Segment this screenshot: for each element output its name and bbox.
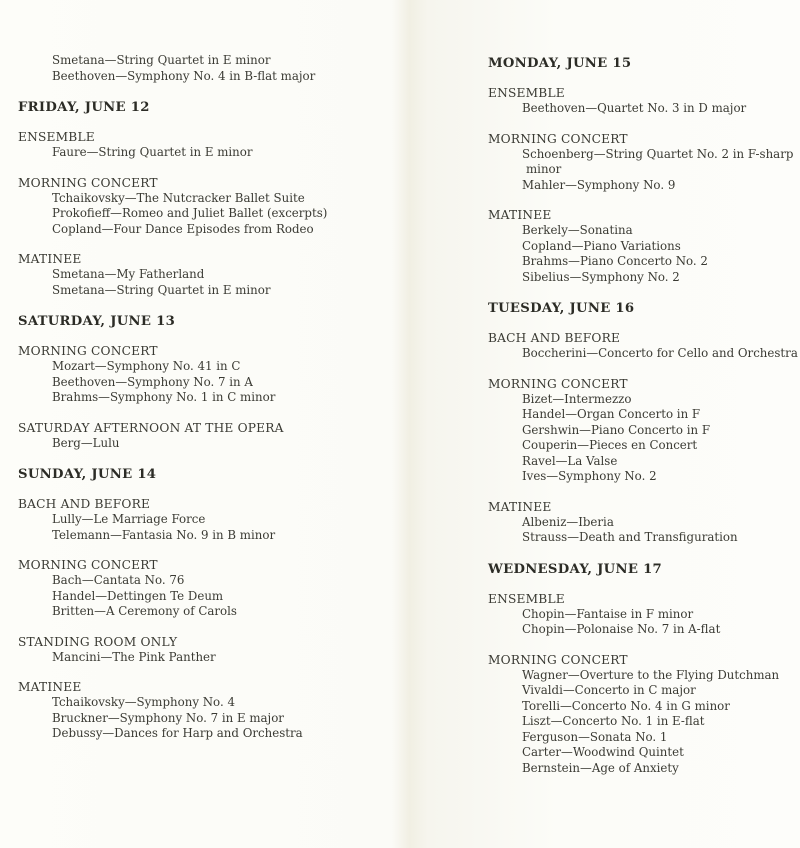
day-block-friday (18, 100, 403, 298)
program-item: Schoenberg—String Quartet No. 2 in F-sharp (522, 146, 794, 161)
section-ensemble (488, 85, 793, 117)
section-matinee (18, 251, 403, 298)
section-afternoon-opera (18, 420, 403, 452)
program-item: Vivaldi—Concerto in C major (522, 683, 696, 697)
program-item: Handel—Organ Concerto in F (522, 407, 701, 421)
section-heading: MORNING CONCERT (488, 131, 628, 146)
day-heading: TUESDAY, JUNE 16 (488, 301, 635, 316)
section-morning-concert (488, 131, 793, 194)
program-item: Sibelius—Symphony No. 2 (522, 269, 680, 284)
program-item: Mancini—The Pink Panther (52, 649, 216, 664)
section-morning-concert (18, 175, 403, 238)
section-ensemble (18, 129, 403, 161)
program-item: Debussy—Dances for Harp and Orchestra (52, 726, 303, 740)
program-item: Smetana—String Quartet in E minor (52, 53, 271, 67)
day-heading: MONDAY, JUNE 15 (488, 56, 632, 71)
program-item: Mozart—Symphony No. 41 in C (52, 359, 241, 373)
program-item: Bernstein—Age of Anxiety (522, 760, 679, 775)
program-item: Ravel—La Valse (522, 453, 618, 468)
section-bach-and-before (18, 496, 403, 543)
program-item: Copland—Four Dance Episodes from Rodeo (52, 221, 314, 236)
section-ensemble (488, 591, 793, 638)
section-heading: MORNING CONCERT (488, 652, 628, 667)
section-morning-concert (18, 343, 403, 406)
section-morning-concert (488, 652, 793, 777)
program-item: Bruckner—Symphony No. 7 in E major (52, 710, 284, 725)
day-block-saturday (18, 314, 403, 451)
day-block-tuesday (488, 301, 798, 546)
section-heading: MATINEE (18, 252, 82, 266)
program-item: Wagner—Overture to the Flying Dutchman (522, 667, 780, 682)
section-matinee (488, 499, 793, 546)
program-item-continuation: minor (526, 162, 562, 176)
program-item: Berkely—Sonatina (522, 223, 633, 237)
section-matinee (18, 679, 403, 742)
day-heading: WEDNESDAY, JUNE 17 (488, 561, 663, 577)
section-bach-and-before (488, 330, 798, 362)
program-item: Lully—Le Marriage Force (52, 512, 206, 526)
left-column (18, 53, 403, 742)
section-heading: MORNING CONCERT (18, 558, 158, 572)
program-item: Bach—Cantata No. 76 (52, 573, 185, 587)
section-heading: MATINEE (488, 208, 552, 222)
program-item: Torelli—Concerto No. 4 in G minor (522, 698, 730, 713)
section-matinee (488, 207, 793, 285)
program-item: Liszt—Concerto No. 1 in E-flat (522, 714, 705, 728)
program-item: Bizet—Intermezzo (522, 391, 632, 406)
program-item: Tchaikovsky—The Nutcracker Ballet Suite (52, 190, 305, 205)
program-item: Gershwin—Piano Concerto in F (522, 422, 711, 437)
program-item: Smetana—My Fatherland (52, 267, 205, 281)
section-heading: ENSEMBLE (18, 130, 95, 144)
section-heading: MATINEE (488, 499, 552, 514)
section-heading: SATURDAY AFTERNOON AT THE OPERA (18, 420, 284, 435)
program-item: Faure—String Quartet in E minor (52, 145, 253, 159)
program-item: Strauss—Death and Transfiguration (522, 530, 738, 544)
program-item: Carter—Woodwind Quintet (522, 745, 684, 759)
program-item: Mahler—Symphony No. 9 (522, 177, 676, 192)
program-item: Beethoven—Symphony No. 4 in B-flat major (52, 68, 316, 83)
program-item: Prokofieff—Romeo and Juliet Ballet (excerpts) (52, 206, 328, 220)
continued-items (18, 53, 403, 84)
day-block-sunday (18, 467, 403, 742)
section-heading: ENSEMBLE (488, 86, 565, 100)
right-column (488, 56, 798, 776)
program-item: Tchaikovsky—Symphony No. 4 (52, 695, 235, 709)
program-item: Copland—Piano Variations (522, 238, 681, 253)
section-heading: STANDING ROOM ONLY (18, 634, 178, 649)
section-heading: BACH AND BEFORE (18, 497, 151, 511)
program-item: Beethoven—Symphony No. 7 in A (52, 374, 253, 389)
program-item: Telemann—Fantasia No. 9 in B minor (52, 527, 276, 542)
day-heading: SATURDAY, JUNE 13 (18, 314, 176, 329)
day-heading: SUNDAY, JUNE 14 (18, 467, 157, 482)
program-item: Berg—Lulu (52, 435, 120, 450)
section-heading: ENSEMBLE (488, 591, 565, 606)
program-item: Smetana—String Quartet in E minor (52, 282, 271, 297)
section-heading: MORNING CONCERT (488, 376, 628, 391)
program-item: Beethoven—Quartet No. 3 in D major (522, 101, 747, 115)
program-item: Handel—Dettingen Te Deum (52, 588, 224, 603)
program-item: Boccherini—Concerto for Cello and Orchestra (522, 346, 798, 360)
section-heading: MORNING CONCERT (18, 344, 158, 358)
section-morning-concert (488, 376, 793, 485)
section-heading: BACH AND BEFORE (488, 331, 621, 345)
section-morning-concert (18, 557, 403, 620)
day-block-monday (488, 56, 793, 285)
day-heading: FRIDAY, JUNE 12 (18, 100, 150, 115)
program-item: Albeniz—Iberia (522, 514, 614, 529)
program-item: Couperin—Pieces en Concert (522, 438, 698, 452)
section-standing-room-only (18, 634, 403, 666)
program-item: Brahms—Symphony No. 1 in C minor (52, 390, 276, 404)
program-item: Brahms—Piano Concerto No. 2 (522, 254, 708, 268)
day-block-wednesday (488, 562, 793, 777)
section-heading: MORNING CONCERT (18, 175, 158, 190)
section-heading: MATINEE (18, 680, 82, 694)
program-item: Ives—Symphony No. 2 (522, 469, 657, 483)
program-item: Ferguson—Sonata No. 1 (522, 729, 668, 744)
program-item: Britten—A Ceremony of Carols (52, 604, 237, 618)
program-item: Chopin—Fantaise in F minor (522, 606, 694, 621)
program-item: Chopin—Polonaise No. 7 in A-flat (522, 622, 721, 636)
